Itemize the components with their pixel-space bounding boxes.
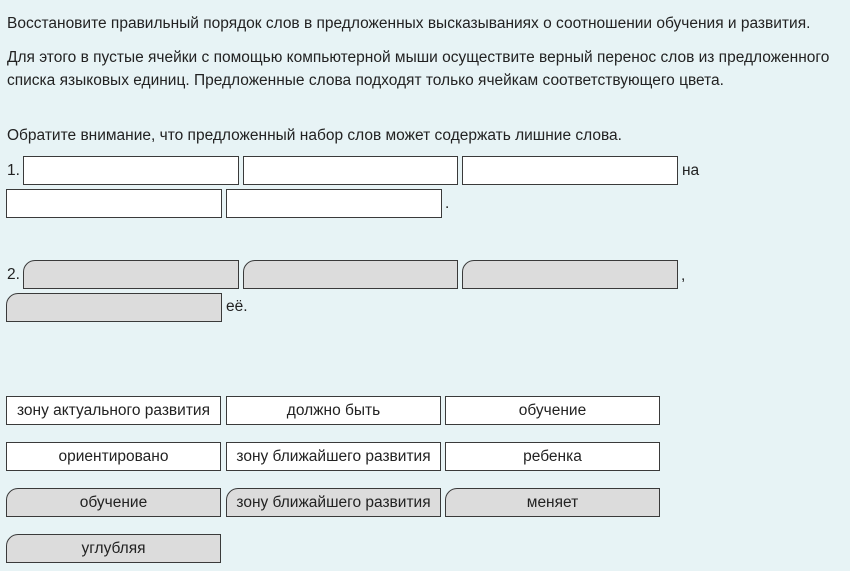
question-1-drop-slot-1[interactable] — [23, 156, 239, 185]
word-bank-item[interactable]: должно быть — [226, 396, 441, 425]
word-bank-item[interactable]: обучение — [445, 396, 660, 425]
word-bank-item[interactable]: зону ближайшего развития — [226, 442, 441, 471]
question-2-drop-slot-1[interactable] — [23, 260, 239, 289]
instruction-text-2: Для этого в пустые ячейки с помощью компьютерной мыши осуществите верный перенос слов из предложенного списка языковых единиц. Предложенные слова подходят только ячейкам соответствующего цвета. — [7, 49, 830, 89]
word-bank-item[interactable]: зону актуального развития — [6, 396, 221, 425]
question-1-connector-text: на — [682, 162, 700, 179]
question-1-drop-slot-4[interactable] — [6, 189, 222, 218]
word-bank-item[interactable]: углубляя — [6, 534, 221, 563]
word-bank-item[interactable]: ориентировано — [6, 442, 221, 471]
word-bank-item[interactable]: обучение — [6, 488, 221, 517]
instruction-text-3: Обратите внимание, что предложенный набор слов может содержать лишние слова. — [7, 127, 622, 144]
question-1-drop-slot-2[interactable] — [243, 156, 458, 185]
question-2-end-text: её. — [226, 298, 248, 315]
question-2-comma: , — [681, 267, 686, 284]
question-2-number: 2. — [7, 266, 20, 283]
question-2-drop-slot-4[interactable] — [6, 293, 222, 322]
word-bank-item[interactable]: ребенка — [445, 442, 660, 471]
question-1-drop-slot-5[interactable] — [226, 189, 442, 218]
question-1-end-punctuation: . — [445, 195, 450, 212]
word-bank-item[interactable]: зону ближайшего развития — [226, 488, 441, 517]
word-bank-item[interactable]: меняет — [445, 488, 660, 517]
question-2-drop-slot-2[interactable] — [243, 260, 458, 289]
question-1-drop-slot-3[interactable] — [462, 156, 678, 185]
instruction-text-1: Восстановите правильный порядок слов в предложенных высказываниях о соотношении обучения и развития. — [7, 15, 811, 32]
question-2-drop-slot-3[interactable] — [462, 260, 678, 289]
question-1-number: 1. — [7, 162, 20, 179]
